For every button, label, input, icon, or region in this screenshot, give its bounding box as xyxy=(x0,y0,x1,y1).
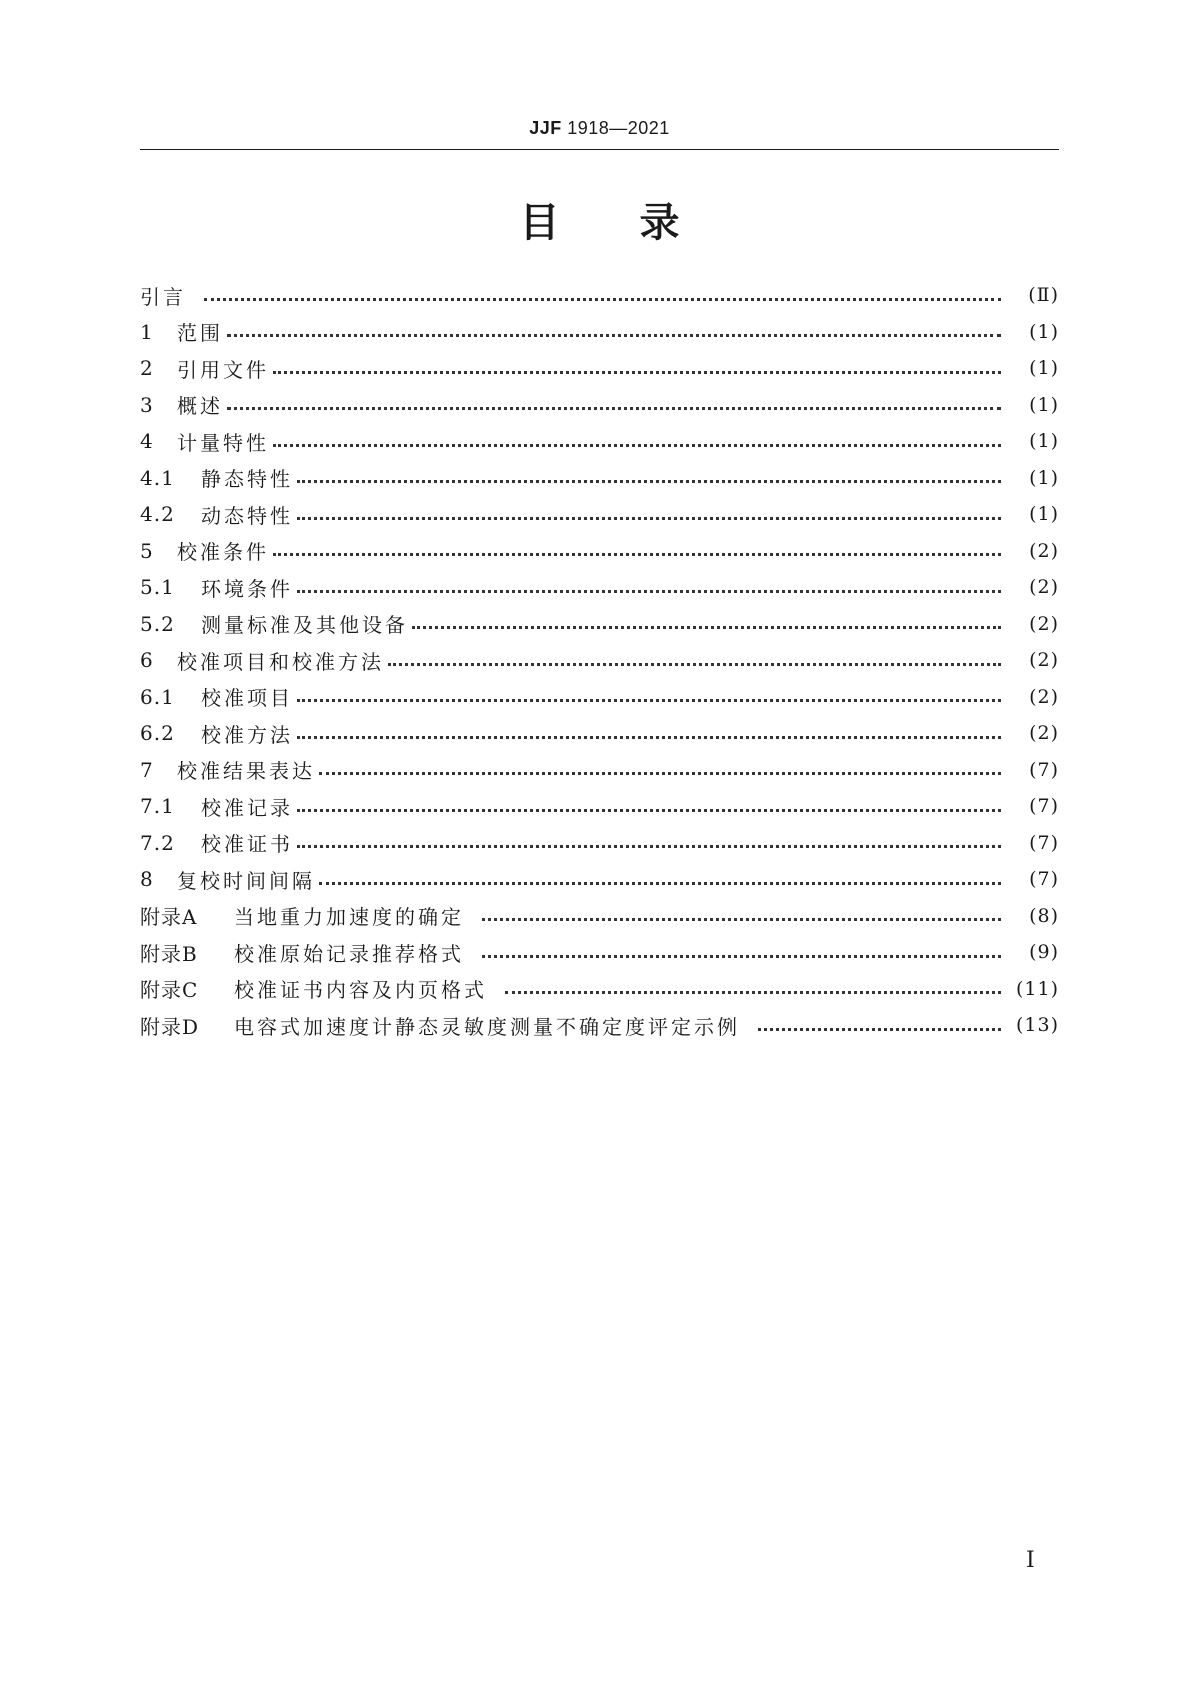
toc-entry-label: 校准方法 xyxy=(201,722,293,747)
toc-leader-dots xyxy=(319,772,1001,775)
toc-entry-label: 测量标准及其他设备 xyxy=(201,613,408,638)
toc-entry-number: 7.1 xyxy=(140,794,175,819)
toc-entry-label: 动态特性 xyxy=(201,503,293,528)
running-header xyxy=(140,118,1059,139)
toc-leader-dots xyxy=(297,590,1001,593)
toc-entry-page: (2) xyxy=(1029,649,1059,672)
toc-entry[interactable] xyxy=(140,934,1059,971)
toc-entry-number: 4.1 xyxy=(140,465,175,490)
standard-code: JJF xyxy=(529,118,562,138)
toc-entry-page: (7) xyxy=(1029,831,1059,854)
toc-entry-page: (13) xyxy=(1015,1014,1059,1037)
toc-entry-number: 1 xyxy=(140,319,154,344)
toc-leader-dots xyxy=(482,918,1001,921)
toc-entry-number: 5.1 xyxy=(140,575,175,600)
toc-leader-dots xyxy=(297,736,1001,739)
toc-entry-label: 复校时间间隔 xyxy=(177,868,315,893)
toc-entry-number: 8 xyxy=(140,867,154,892)
toc-entry[interactable] xyxy=(140,387,1059,424)
toc-entry-number: 5 xyxy=(140,538,154,563)
toc-entry[interactable] xyxy=(140,496,1059,533)
toc-leader-dots xyxy=(758,1028,1001,1031)
toc-leader-dots xyxy=(482,955,1001,958)
toc-entry-page: (2) xyxy=(1029,722,1059,745)
toc-entry-number: 4.2 xyxy=(140,502,175,527)
toc-entry-page: (1) xyxy=(1029,320,1059,343)
toc-entry-number: 附录B xyxy=(140,941,198,966)
toc-leader-dots xyxy=(273,371,1001,374)
toc-entry-page: (7) xyxy=(1029,868,1059,891)
toc-entry-number: 5.2 xyxy=(140,611,175,636)
toc-entry-page: (1) xyxy=(1029,466,1059,489)
toc-entry-label: 校准记录 xyxy=(201,795,293,820)
toc-leader-dots xyxy=(297,480,1001,483)
toc-entry-label: 校准原始记录推荐格式 xyxy=(234,941,464,966)
toc-entry-page: (2) xyxy=(1029,539,1059,562)
toc-entry[interactable] xyxy=(140,861,1059,898)
toc-entry-label: 校准结果表达 xyxy=(177,759,315,784)
toc-entry-label: 环境条件 xyxy=(201,576,293,601)
toc-entry-number: 3 xyxy=(140,392,154,417)
toc-entry-page: (7) xyxy=(1029,795,1059,818)
toc-entry[interactable] xyxy=(140,715,1059,752)
toc-entry-page: (2) xyxy=(1029,612,1059,635)
toc-entry-label: 校准证书内容及内页格式 xyxy=(234,978,487,1003)
toc-entry-label: 范围 xyxy=(177,321,223,346)
toc-entry-label: 电容式加速度计静态灵敏度测量不确定度评定示例 xyxy=(234,1014,740,1039)
table-of-contents xyxy=(140,277,1059,1044)
toc-entry[interactable] xyxy=(140,423,1059,460)
toc-entry-number: 附录C xyxy=(140,978,199,1003)
toc-entry[interactable] xyxy=(140,642,1059,679)
toc-entry[interactable] xyxy=(140,533,1059,570)
toc-entry-page: (1) xyxy=(1029,430,1059,453)
toc-entry-label: 校准项目和校准方法 xyxy=(177,649,384,674)
toc-leader-dots xyxy=(273,444,1001,447)
toc-entry-number: 2 xyxy=(140,356,154,381)
toc-entry-page: (8) xyxy=(1029,904,1059,927)
toc-leader-dots xyxy=(297,845,1001,848)
toc-entry-number: 7 xyxy=(140,757,154,782)
toc-entry[interactable] xyxy=(140,1007,1059,1044)
toc-entry-number: 6.2 xyxy=(140,721,175,746)
toc-entry-page: (11) xyxy=(1015,977,1059,1000)
toc-entry[interactable] xyxy=(140,277,1059,314)
header-rule xyxy=(140,149,1059,150)
toc-entry-number: 7.2 xyxy=(140,830,175,855)
toc-entry[interactable] xyxy=(140,350,1059,387)
toc-leader-dots xyxy=(297,517,1001,520)
toc-entry-label: 计量特性 xyxy=(177,430,269,455)
toc-entry-label: 校准条件 xyxy=(177,540,269,565)
toc-leader-dots xyxy=(227,407,1001,410)
toc-entry-page: (9) xyxy=(1029,941,1059,964)
toc-entry-label: 引用文件 xyxy=(177,357,269,382)
page-title: 目录 xyxy=(519,200,760,246)
toc-entry[interactable] xyxy=(140,569,1059,606)
standard-number: 1918—2021 xyxy=(561,118,670,138)
toc-entry-page: (1) xyxy=(1029,393,1059,416)
toc-entry-label: 引言 xyxy=(140,284,186,309)
toc-entry-label: 静态特性 xyxy=(201,467,293,492)
toc-entry[interactable] xyxy=(140,460,1059,497)
toc-leader-dots xyxy=(297,809,1001,812)
toc-leader-dots xyxy=(227,334,1001,337)
toc-entry-page: (1) xyxy=(1029,357,1059,380)
toc-entry-page: (Ⅱ) xyxy=(1028,284,1059,307)
toc-leader-dots xyxy=(204,298,1001,301)
toc-entry-number: 6.1 xyxy=(140,684,175,709)
toc-entry-page: (1) xyxy=(1029,503,1059,526)
page-folio: Ⅰ xyxy=(1026,1548,1035,1573)
toc-entry-page: (2) xyxy=(1029,576,1059,599)
toc-entry-number: 附录D xyxy=(140,1014,200,1039)
toc-entry[interactable] xyxy=(140,898,1059,935)
toc-entry[interactable] xyxy=(140,971,1059,1008)
toc-leader-dots xyxy=(319,882,1001,885)
toc-entry[interactable] xyxy=(140,825,1059,862)
toc-entry[interactable] xyxy=(140,788,1059,825)
toc-leader-dots xyxy=(388,663,1001,666)
toc-leader-dots xyxy=(273,553,1001,556)
toc-entry-label: 校准项目 xyxy=(201,686,293,711)
toc-entry[interactable] xyxy=(140,679,1059,716)
toc-entry-page: (7) xyxy=(1029,758,1059,781)
toc-entry-number: 4 xyxy=(140,429,154,454)
toc-entry[interactable] xyxy=(140,606,1059,643)
toc-entry-label: 概述 xyxy=(177,394,223,419)
toc-entry[interactable] xyxy=(140,752,1059,789)
toc-leader-dots xyxy=(412,626,1001,629)
toc-entry-label: 当地重力加速度的确定 xyxy=(234,905,464,930)
toc-leader-dots xyxy=(505,991,1001,994)
toc-entry-number: 附录A xyxy=(140,905,198,930)
toc-entry-label: 校准证书 xyxy=(201,832,293,857)
toc-entry-page: (2) xyxy=(1029,685,1059,708)
toc-leader-dots xyxy=(297,699,1001,702)
toc-entry[interactable] xyxy=(140,314,1059,351)
toc-entry-number: 6 xyxy=(140,648,154,673)
